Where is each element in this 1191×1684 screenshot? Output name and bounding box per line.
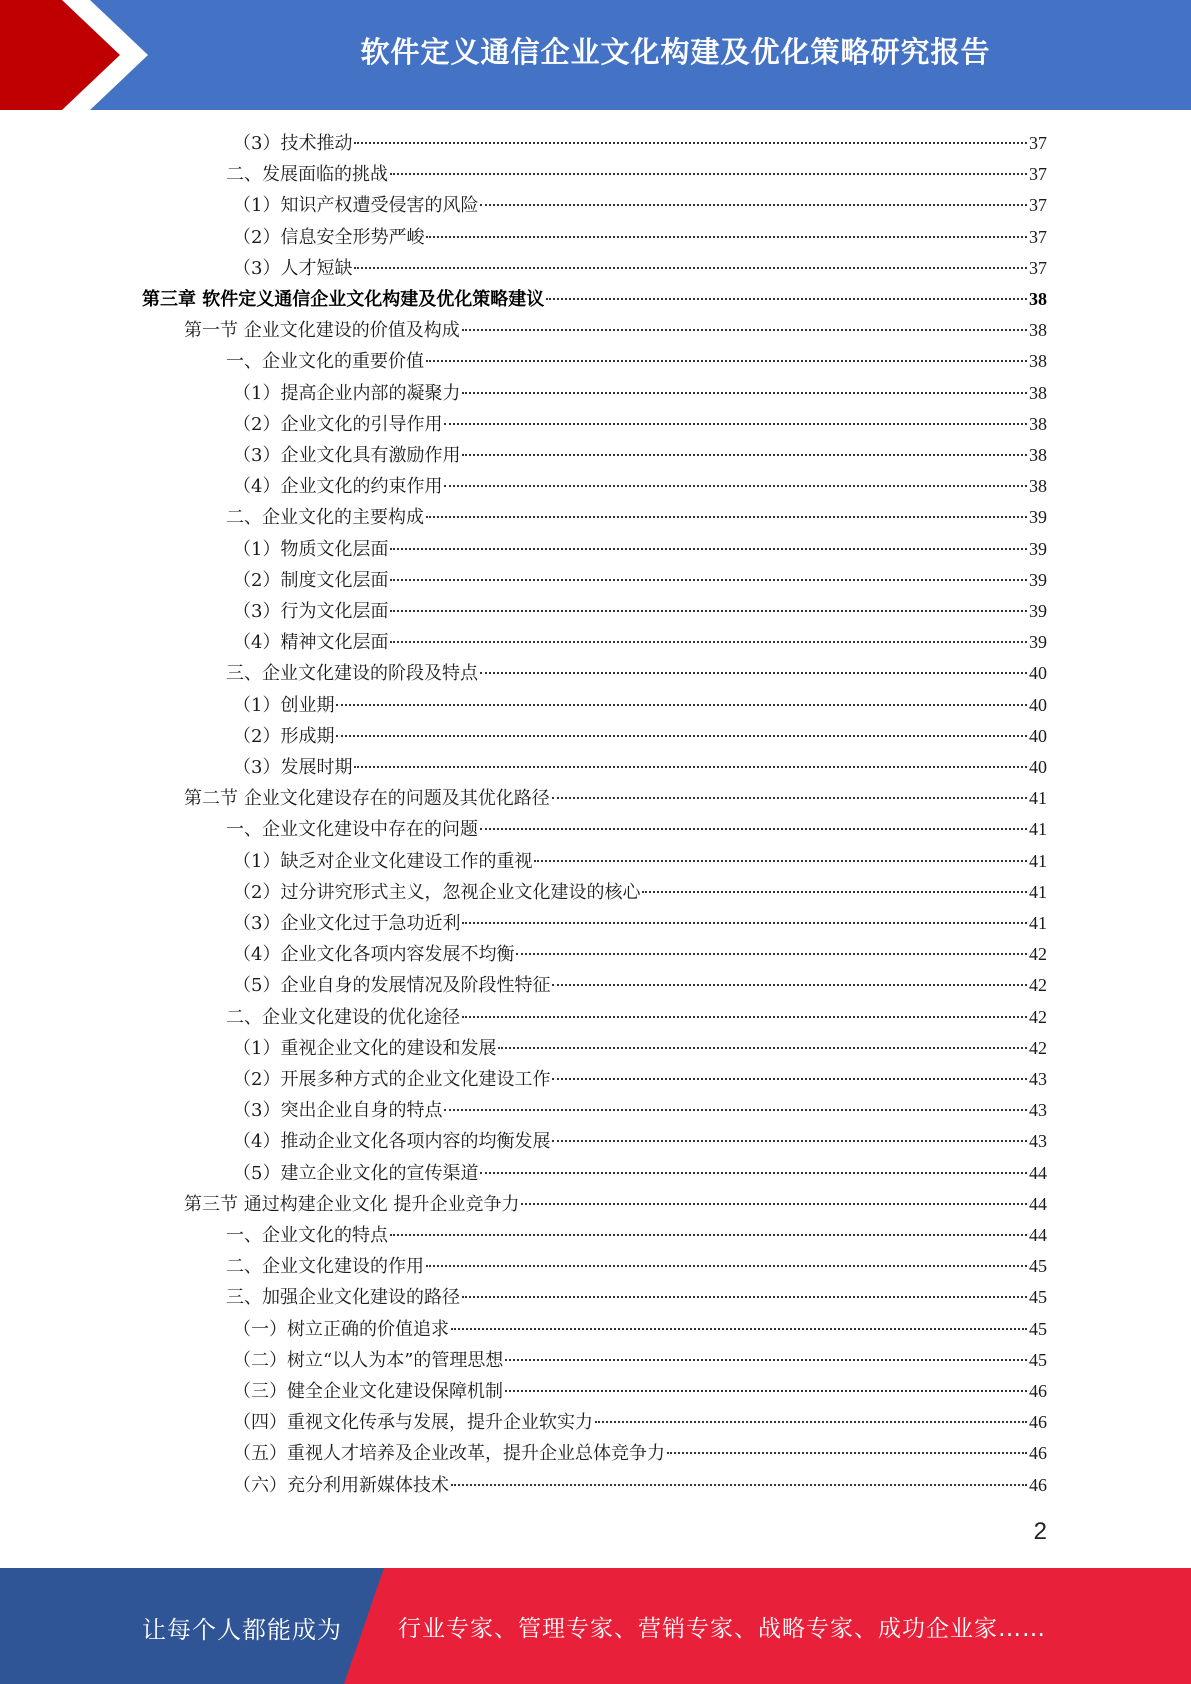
toc-entry-page: 41: [1029, 881, 1047, 902]
toc-entry[interactable]: [233, 1126, 1047, 1157]
toc-dot-leader: [426, 360, 1027, 362]
toc-entry[interactable]: [233, 409, 1047, 440]
toc-entry[interactable]: [233, 534, 1047, 565]
footer-slogan: 让每个人都能成为: [142, 1616, 342, 1644]
toc-entry-page: 45: [1029, 1287, 1047, 1308]
toc-dot-leader: [642, 891, 1027, 893]
toc-entry[interactable]: [226, 1282, 1047, 1313]
toc-entry-label: （1）重视企业文化的建设和发展: [233, 1037, 497, 1059]
toc-entry-page: 38: [1029, 445, 1047, 465]
toc-entry-label: （3）企业文化过于急功近利: [233, 913, 461, 934]
toc-entry-label: （3）行为文化层面: [233, 601, 389, 622]
toc-entry-label: 二、发展面临的挑战: [226, 164, 388, 186]
toc-entry-page: 38: [1029, 476, 1047, 497]
toc-dot-leader: [462, 1296, 1027, 1298]
toc-entry-page: 37: [1029, 195, 1047, 216]
toc-entry-page: 46: [1029, 1381, 1047, 1401]
toc-entry[interactable]: [233, 1033, 1047, 1064]
toc-entry-page: 46: [1029, 1443, 1047, 1464]
toc-entry[interactable]: [233, 877, 1047, 908]
toc-entry-label: （4）推动企业文化各项内容的均衡发展: [233, 1131, 551, 1153]
toc-dot-leader: [354, 267, 1027, 269]
toc-entry-page: 42: [1029, 975, 1047, 996]
toc-dot-leader: [390, 610, 1027, 612]
toc-entry-label: （2）企业文化的引导作用: [233, 413, 443, 435]
toc-entry-label: （3）突出企业自身的特点: [233, 1100, 443, 1122]
toc-dot-leader: [534, 860, 1027, 862]
toc-entry[interactable]: [233, 1314, 1047, 1345]
toc-entry[interactable]: [184, 315, 1047, 346]
toc-entry-page: 41: [1029, 850, 1047, 871]
toc-dot-leader: [667, 1452, 1027, 1454]
toc-entry[interactable]: [233, 846, 1047, 877]
toc-entry[interactable]: [233, 752, 1047, 783]
toc-entry-page: 41: [1029, 819, 1047, 840]
toc-entry[interactable]: [233, 471, 1047, 502]
toc-entry-page: 46: [1029, 1474, 1047, 1495]
toc-entry-page: 37: [1029, 133, 1047, 153]
toc-entry[interactable]: [233, 908, 1047, 939]
toc-entry-label: 三、加强企业文化建设的路径: [226, 1287, 460, 1309]
toc-dot-leader: [336, 704, 1027, 706]
toc-entry[interactable]: [233, 1095, 1047, 1126]
toc-entry[interactable]: [226, 159, 1047, 190]
toc-entry-label: （五）重视人才培养及企业改革，提升企业总体竞争力: [233, 1443, 665, 1465]
toc-entry-page: 41: [1029, 913, 1047, 933]
toc-entry-label: 三、企业文化建设的阶段及特点: [226, 663, 478, 685]
toc-dot-leader: [390, 173, 1027, 175]
toc-entry-page: 43: [1029, 1131, 1047, 1152]
header-red-chevron: [0, 0, 160, 110]
toc-entry[interactable]: [233, 565, 1047, 596]
toc-entry-label: 二、企业文化的主要构成: [226, 507, 424, 529]
toc-dot-leader: [426, 1265, 1027, 1267]
toc-entry-label: （4）企业文化各项内容发展不均衡: [233, 944, 515, 966]
toc-entry[interactable]: [233, 1376, 1047, 1407]
footer-roles: 行业专家、管理专家、营销专家、战略专家、成功企业家……: [398, 1616, 1046, 1642]
toc-entry-label: （二）树立“以人为本”的管理思想: [233, 1349, 504, 1371]
toc-dot-leader: [354, 142, 1027, 144]
toc-entry-label: 二、企业文化建设的优化途径: [226, 1006, 460, 1028]
toc-entry-page: 38: [1029, 351, 1047, 372]
toc-entry-page: 40: [1029, 725, 1047, 746]
toc-dot-leader: [505, 1359, 1027, 1361]
toc-entry[interactable]: [233, 1064, 1047, 1095]
toc-entry-page: 43: [1029, 1069, 1047, 1089]
toc-dot-leader: [444, 1109, 1027, 1111]
toc-entry-label: （2）开展多种方式的企业文化建设工作: [233, 1069, 551, 1090]
toc-dot-leader: [444, 485, 1027, 487]
toc-entry-page: 45: [1029, 1318, 1047, 1339]
toc-entry[interactable]: [226, 1002, 1047, 1033]
toc-dot-leader: [552, 1078, 1027, 1080]
toc-entry-label: （3）技术推动: [233, 133, 353, 154]
toc-dot-leader: [462, 1016, 1027, 1018]
toc-entry[interactable]: [184, 1189, 1047, 1220]
toc-entry[interactable]: [233, 1438, 1047, 1469]
toc-dot-leader: [462, 922, 1027, 924]
toc-entry-page: 42: [1029, 1037, 1047, 1058]
toc-entry[interactable]: [233, 690, 1047, 721]
toc-entry-page: 38: [1029, 320, 1047, 341]
toc-dot-leader: [426, 236, 1027, 238]
footer-band: [0, 1568, 1191, 1684]
toc-dot-leader: [354, 766, 1027, 768]
toc-entry-label: （1）提高企业内部的凝聚力: [233, 382, 461, 404]
toc-entry[interactable]: [233, 596, 1047, 627]
toc-entry[interactable]: [233, 378, 1047, 409]
toc-entry-label: 第三节 通过构建企业文化 提升企业竞争力: [184, 1193, 520, 1215]
toc-entry-label: （1）缺乏对企业文化建设工作的重视: [233, 850, 533, 872]
toc-entry-page: 40: [1029, 694, 1047, 715]
toc-entry-label: 一、企业文化的重要价值: [226, 351, 424, 373]
toc-dot-leader: [426, 516, 1027, 518]
toc-entry-label: （3）发展时期: [233, 757, 353, 778]
toc-entry-page: 37: [1029, 257, 1047, 278]
toc-dot-leader: [546, 298, 1027, 300]
toc-entry[interactable]: [142, 284, 1047, 315]
toc-entry-page: 45: [1029, 1256, 1047, 1277]
toc-dot-leader: [336, 735, 1027, 737]
toc-entry-page: 38: [1029, 413, 1047, 434]
toc-entry-page: 37: [1029, 226, 1047, 247]
toc-entry[interactable]: [233, 939, 1047, 970]
toc-entry-label: 第二节 企业文化建设存在的问题及其优化路径: [184, 788, 550, 810]
toc-entry[interactable]: [233, 1470, 1047, 1501]
toc-dot-leader: [390, 1234, 1027, 1236]
toc-dot-leader: [390, 641, 1027, 643]
toc-entry[interactable]: [233, 190, 1047, 221]
toc-entry-page: 38: [1029, 382, 1047, 403]
header-band: [0, 0, 1191, 110]
toc-dot-leader: [498, 1047, 1027, 1049]
toc-entry-label: （2）过分讲究形式主义，忽视企业文化建设的核心: [233, 881, 641, 903]
toc-dot-leader: [444, 423, 1027, 425]
toc-entry-label: （1）创业期: [233, 694, 335, 716]
toc-entry-page: 44: [1029, 1162, 1047, 1183]
toc-entry-page: 44: [1029, 1193, 1047, 1214]
toc-entry[interactable]: [226, 346, 1047, 377]
toc-entry-label: 第一节 企业文化建设的价值及构成: [184, 320, 460, 342]
toc-entry[interactable]: [233, 970, 1047, 1001]
toc-entry-label: （5）建立企业文化的宣传渠道: [233, 1162, 479, 1184]
toc-entry-label: （3）企业文化具有激励作用: [233, 445, 461, 466]
toc-dot-leader: [480, 672, 1027, 674]
toc-entry[interactable]: [233, 1158, 1047, 1189]
toc-entry-page: 41: [1029, 788, 1047, 809]
toc-dot-leader: [505, 1390, 1027, 1392]
toc-entry-page: 42: [1029, 1006, 1047, 1027]
toc-entry-label: （1）物质文化层面: [233, 538, 389, 560]
toc-dot-leader: [480, 1172, 1027, 1174]
toc-entry-label: （2）制度文化层面: [233, 569, 389, 591]
toc-dot-leader: [462, 392, 1027, 394]
toc-entry-label: 一、企业文化的特点: [226, 1225, 388, 1246]
toc-entry-label: （一）树立正确的价值追求: [233, 1318, 449, 1340]
toc-dot-leader: [595, 1421, 1027, 1423]
toc-entry-label: 一、企业文化建设中存在的问题: [226, 819, 478, 841]
toc-entry-page: 40: [1029, 757, 1047, 777]
toc-dot-leader: [390, 548, 1027, 550]
toc-entry[interactable]: [233, 1345, 1047, 1376]
toc-entry-label: 第三章 软件定义通信企业文化构建及优化策略建议: [142, 289, 545, 310]
toc-dot-leader: [521, 1203, 1027, 1205]
toc-entry-page: 39: [1029, 632, 1047, 653]
toc-entry-label: （2）信息安全形势严峻: [233, 226, 425, 248]
toc-dot-leader: [552, 797, 1027, 799]
toc-entry[interactable]: [226, 658, 1047, 689]
toc-dot-leader: [480, 204, 1027, 206]
toc-dot-leader: [552, 1140, 1027, 1142]
toc-entry-page: 40: [1029, 663, 1047, 684]
toc-entry-page: 43: [1029, 1100, 1047, 1121]
toc-entry-page: 37: [1029, 164, 1047, 185]
toc-entry-page: 39: [1029, 569, 1047, 590]
page-number: 2: [1033, 1518, 1047, 1545]
toc-dot-leader: [451, 1484, 1027, 1486]
toc-entry-page: 38: [1029, 289, 1047, 309]
toc-entry-label: （三）健全企业文化建设保障机制: [233, 1381, 503, 1402]
toc-entry[interactable]: [233, 253, 1047, 284]
toc-entry[interactable]: [184, 783, 1047, 814]
toc-entry[interactable]: [233, 222, 1047, 253]
toc-entry-label: （3）人才短缺: [233, 257, 353, 279]
toc-entry-label: （5）企业自身的发展情况及阶段性特征: [233, 975, 551, 997]
toc-dot-leader: [462, 329, 1027, 331]
toc-entry[interactable]: [226, 814, 1047, 845]
toc-entry[interactable]: [233, 721, 1047, 752]
toc-entry-page: 44: [1029, 1225, 1047, 1245]
toc-dot-leader: [390, 579, 1027, 581]
toc-dot-leader: [516, 953, 1027, 955]
toc-entry-label: （4）企业文化的约束作用: [233, 476, 443, 498]
toc-entry-label: （2）形成期: [233, 725, 335, 747]
toc-dot-leader: [552, 984, 1027, 986]
toc-entry[interactable]: [233, 128, 1047, 159]
toc-dot-leader: [462, 454, 1027, 456]
toc-entry-label: （4）精神文化层面: [233, 632, 389, 654]
toc-entry-label: （六）充分利用新媒体技术: [233, 1474, 449, 1496]
toc-entry-page: 46: [1029, 1412, 1047, 1433]
toc-entry[interactable]: [233, 627, 1047, 658]
toc-dot-leader: [480, 828, 1027, 830]
toc-entry-label: （四）重视文化传承与发展，提升企业软实力: [233, 1412, 593, 1434]
toc-entry[interactable]: [226, 1220, 1047, 1251]
toc-entry[interactable]: [233, 1407, 1047, 1438]
toc-entry[interactable]: [226, 502, 1047, 533]
toc-dot-leader: [451, 1328, 1027, 1330]
toc-entry-page: 39: [1029, 601, 1047, 621]
toc-entry-label: （1）知识产权遭受侵害的风险: [233, 195, 479, 217]
toc-entry-page: 42: [1029, 944, 1047, 965]
toc-entry-page: 39: [1029, 507, 1047, 528]
toc-entry-page: 39: [1029, 538, 1047, 559]
toc-entry-page: 45: [1029, 1349, 1047, 1370]
toc-entry-label: 二、企业文化建设的作用: [226, 1256, 424, 1278]
toc-entry[interactable]: [233, 440, 1047, 471]
report-title: 软件定义通信企业文化构建及优化策略研究报告: [360, 35, 991, 69]
toc-entry[interactable]: [226, 1251, 1047, 1282]
